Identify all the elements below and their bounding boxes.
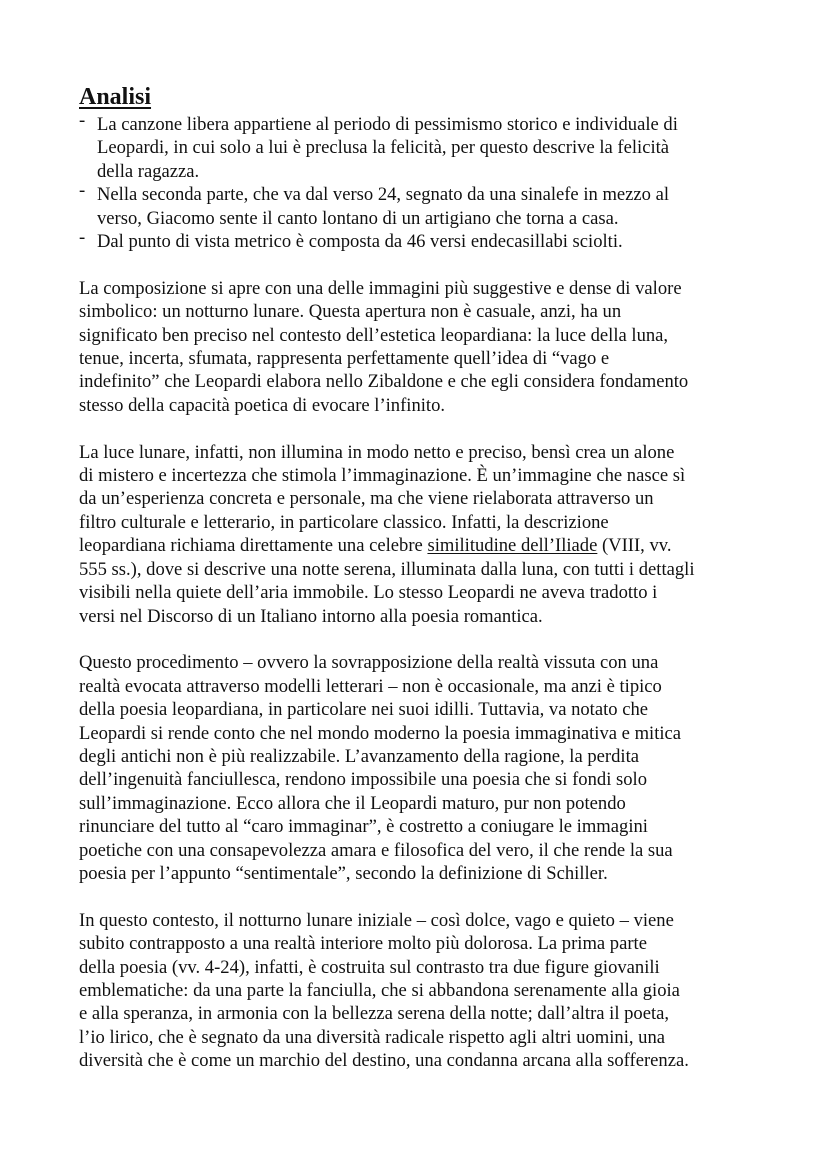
bullet-text: della ragazza. xyxy=(97,160,200,182)
bullet-marker: - xyxy=(79,180,86,202)
bullet-text: Nella seconda parte, che va dal verso 24, segnato da una sinalefe in mezzo al xyxy=(97,184,670,206)
text-line: Questo procedimento – ovvero la sovrapposizione della realtà vissuta con una xyxy=(79,652,659,674)
text-line: e alla speranza, in armonia con la bellezza serena della notte; dall’altra il poeta, xyxy=(79,1003,670,1025)
paragraph xyxy=(79,441,695,628)
text-line: indefinito” che Leopardi elabora nello Zibaldone e che egli considera fondamento xyxy=(79,371,689,393)
paragraph-gap xyxy=(79,253,695,276)
text-line: simbolico: un notturno lunare. Questa apertura non è casuale, anzi, ha un xyxy=(79,301,622,323)
bullet-line xyxy=(79,160,695,183)
paragraph-gap xyxy=(79,417,695,440)
text-line: La composizione si apre con una delle immagini più suggestive e dense di valore xyxy=(79,277,682,299)
bullet-line xyxy=(79,207,695,230)
bullet-marker: - xyxy=(79,227,86,249)
bullet-line xyxy=(79,136,695,159)
text-line: degli antichi non è più realizzabile. L’avanzamento della ragione, la perdita xyxy=(79,745,639,767)
text-line: significato ben preciso nel contesto dell’estetica leopardiana: la luce della luna, xyxy=(79,324,669,346)
bullet-text: verso, Giacomo sente il canto lontano di un artigiano che torna a casa. xyxy=(97,207,619,229)
section-heading: Analisi xyxy=(79,84,152,110)
text-line: dell’ingenuità fanciullesca, rendono impossibile una poesia che si fondi solo xyxy=(79,769,647,791)
document-content xyxy=(79,83,695,1073)
bullet-line xyxy=(79,227,695,253)
paragraph-gap xyxy=(79,885,695,908)
text-line: 555 ss.), dove si descrive una notte serena, illuminata dalla luna, con tutti i dettagli xyxy=(79,558,695,580)
text-line: Leopardi si rende conto che nel mondo moderno la poesia immaginativa e mitica xyxy=(79,722,682,744)
text-line: sull’immaginazione. Ecco allora che il Leopardi maturo, pur non potendo xyxy=(79,792,626,814)
text-line: della poesia leopardiana, in particolare nei suoi idilli. Tuttavia, va notato che xyxy=(79,699,649,721)
text-line: poetiche con una consapevolezza amara e filosofica del vero, il che rende la sua xyxy=(79,839,673,861)
text-line: realtà evocata attraverso modelli letterari – non è occasionale, ma anzi è tipico xyxy=(79,675,662,697)
text-line: tenue, incerta, sfumata, rappresenta perfettamente quell’idea di “vago e xyxy=(79,348,610,370)
text-line xyxy=(79,534,695,557)
text-line: La luce lunare, infatti, non illumina in modo netto e preciso, bensì crea un alone xyxy=(79,441,675,463)
text-line: l’io lirico, che è segnato da una diversità radicale rispetto agli altri uomini, una xyxy=(79,1026,666,1048)
paragraph xyxy=(79,909,695,1073)
text-segment: (VIII, vv. xyxy=(597,535,672,557)
text-line: visibili nella quiete dell’aria immobile. Lo stesso Leopardi ne aveva tradotto i xyxy=(79,582,658,604)
text-line: In questo contesto, il notturno lunare iniziale – così dolce, vago e quieto – viene xyxy=(79,909,674,931)
bullet-text: Dal punto di vista metrico è composta da 46 versi endecasillabi sciolti. xyxy=(97,231,623,253)
bullet-list xyxy=(79,110,695,253)
text-line: diversità che è come un marchio del destino, una condanna arcana alla sofferenza. xyxy=(79,1050,689,1072)
text-line: da un’esperienza concreta e personale, ma che viene rielaborata attraverso un xyxy=(79,488,654,510)
bullet-line xyxy=(79,110,695,136)
bullet-text: La canzone libera appartiene al periodo di pessimismo storico e individuale di xyxy=(97,114,678,135)
bullet-line xyxy=(79,180,695,206)
paragraph xyxy=(79,651,695,885)
text-line: poesia per l’appunto “sentimentale”, secondo la definizione di Schiller. xyxy=(79,862,608,884)
text-line: della poesia (vv. 4-24), infatti, è costruita sul contrasto tra due figure giovanili xyxy=(79,956,660,978)
text-segment: leopardiana richiama direttamente una celebre xyxy=(79,535,428,557)
bullet-text: Leopardi, in cui solo a lui è preclusa la felicità, per questo descrive la felicità xyxy=(97,137,670,159)
text-line: versi nel Discorso di un Italiano intorno alla poesia romantica. xyxy=(79,605,543,627)
paragraph-gap xyxy=(79,628,695,651)
bullet-marker: - xyxy=(79,110,86,131)
text-line: subito contrapposto a una realtà interiore molto più dolorosa. La prima parte xyxy=(79,933,647,955)
text-line: di mistero e incertezza che stimola l’immaginazione. È un’immagine che nasce sì xyxy=(79,465,686,487)
text-line: emblematiche: da una parte la fanciulla, che si abbandona serenamente alla gioia xyxy=(79,979,680,1001)
text-line: filtro culturale e letterario, in particolare classico. Infatti, la descrizione xyxy=(79,511,609,533)
text-line: rinunciare del tutto al “caro immaginar”, è costretto a coniugare le immagini xyxy=(79,816,648,838)
paragraph xyxy=(79,277,695,417)
iliad-reference-link[interactable]: similitudine dell’Iliade xyxy=(427,535,598,557)
text-line: stesso della capacità poetica di evocare l’infinito. xyxy=(79,394,446,416)
paragraphs xyxy=(79,253,695,1072)
